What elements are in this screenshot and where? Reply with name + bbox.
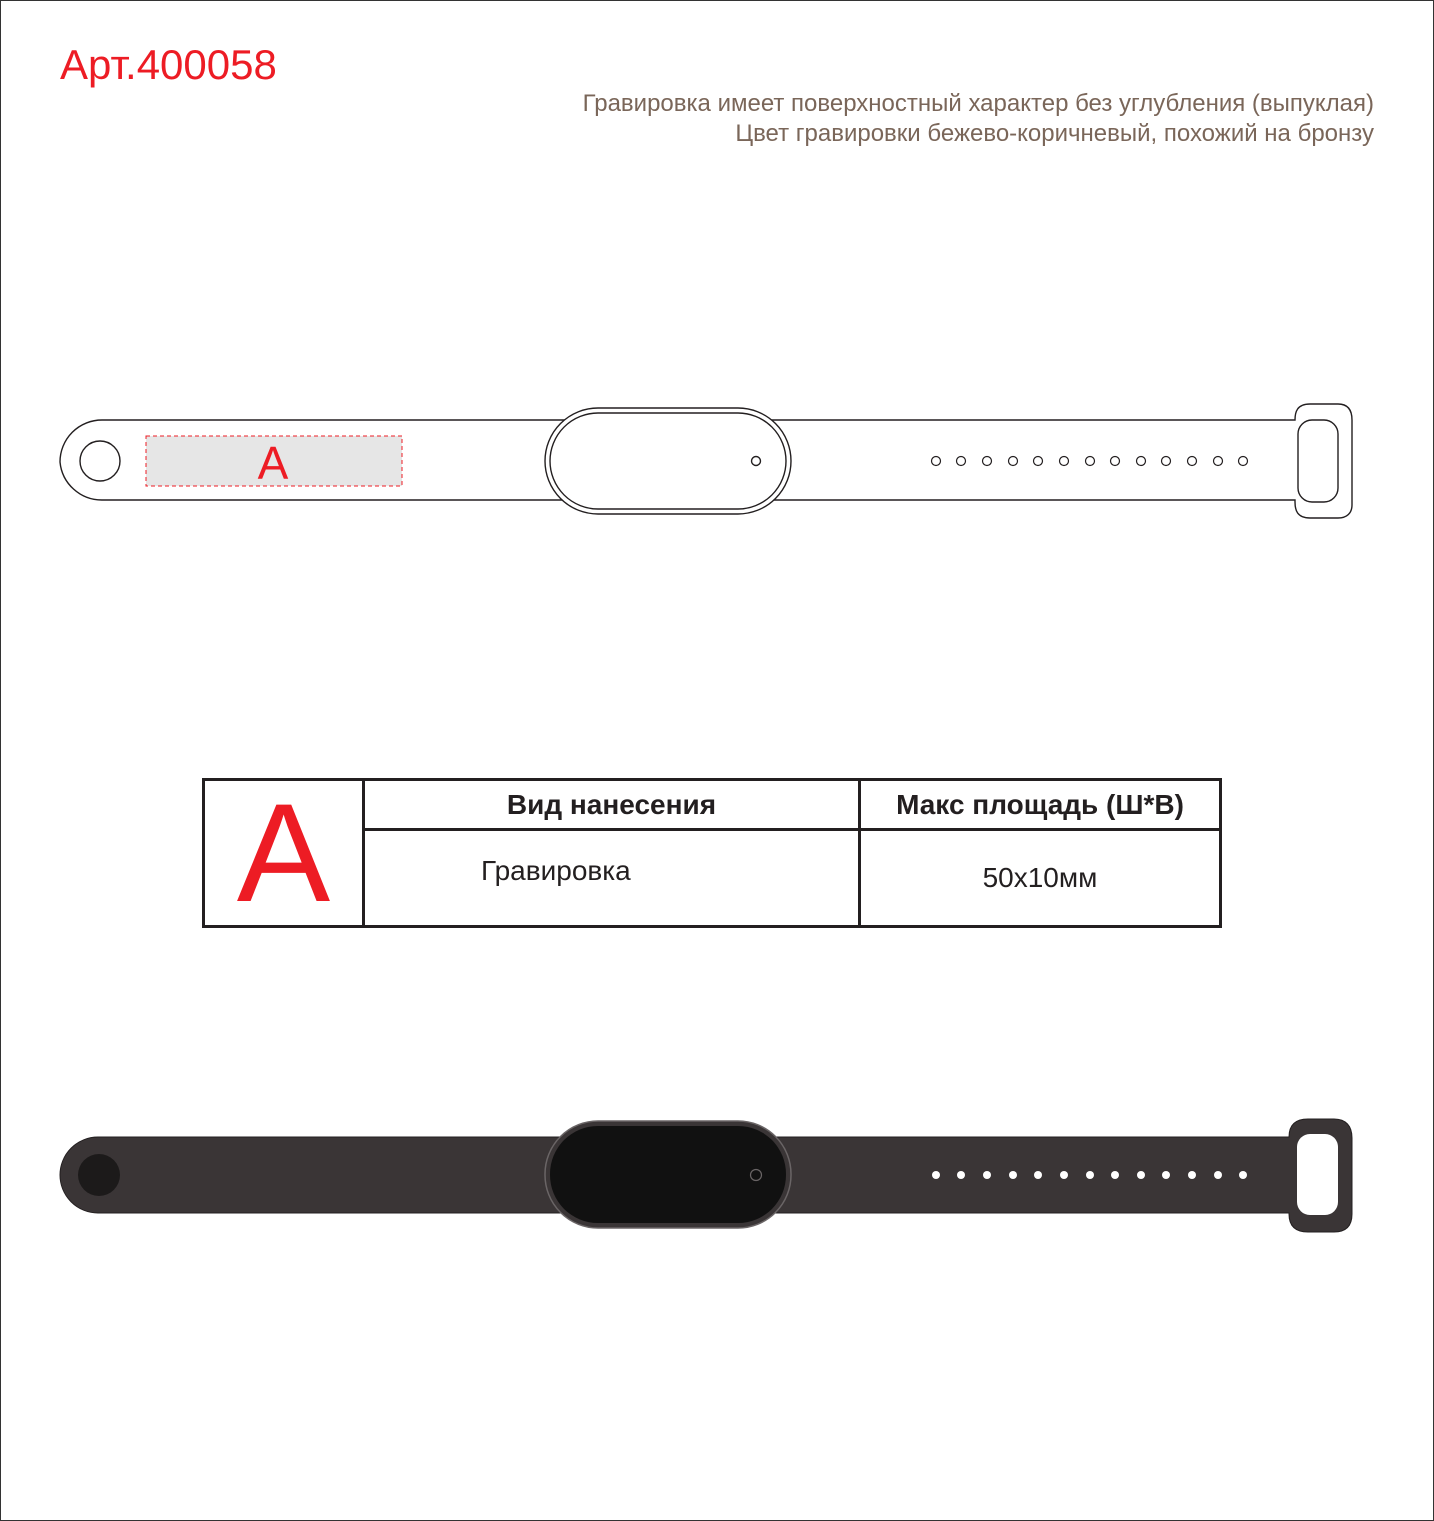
article-number: Арт.400058 [60,41,277,88]
buckle-window [1298,420,1338,502]
tracker-capsule-inner [550,413,786,509]
band-outline-drawing [0,0,1434,600]
header-max-area: Макс площадь (Ш*В) [858,778,1222,831]
strap-hole [957,457,966,466]
strap-hole [1009,457,1018,466]
strap-hole [1060,457,1069,466]
strap-hole [1188,457,1197,466]
strap-hole [1111,457,1120,466]
strap-hole [1214,457,1223,466]
zone-cell [202,774,365,931]
strap-hole [1162,457,1171,466]
header-method: Вид нанесения [362,778,861,831]
note-line-2: Цвет гравировки бежево-коричневый, похожий на бронзу [735,120,1374,147]
strap-hole [983,457,992,466]
capsule-sensor-dot [752,457,761,466]
print-zone-a-label: A [257,437,289,489]
method-cell [362,828,861,928]
strap-hole [932,457,941,466]
zone-letter: A [236,774,331,931]
strap-hole [1137,457,1146,466]
max-area-value: 50x10мм [858,828,1222,928]
method-value: Гравировка [481,855,631,886]
note-line-1: Гравировка имеет поверхностный характер без углубления (выпуклая) [582,90,1374,117]
strap-hole [1034,457,1043,466]
spec-table [202,774,1222,931]
strap-end-hole [80,441,120,481]
strap-hole [1086,457,1095,466]
strap-hole [1239,457,1248,466]
